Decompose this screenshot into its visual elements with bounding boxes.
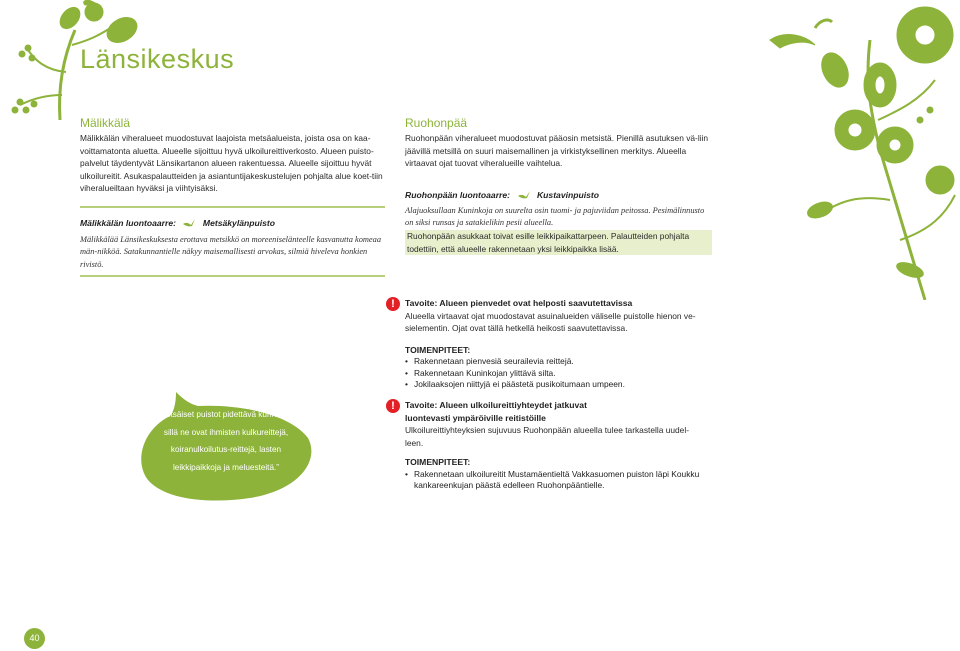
warning-icon: ! bbox=[386, 297, 400, 311]
ruohonpaa-section bbox=[405, 116, 710, 170]
goal-2 bbox=[405, 399, 689, 449]
divider bbox=[80, 275, 385, 277]
ruohonpaa-highlight-text: Ruohonpään asukkaat toivat esille leikkipaikattarpeen. Palautteiden pohjalta todettiin, että alueelle rakennetaan yksi leikkipaikka lisää. bbox=[407, 231, 690, 254]
goal-2-text: Ulkoilureittiyhteyksien sujuvuus Ruohonpään alueella tulee tarkastella uudel-leen. bbox=[405, 425, 689, 448]
goal-1-text: Alueella virtaavat ojat muodostavat asuinalueiden väliselle puistolle hienon ve-sielementin. Ojat ovat tällä hetkellä heikosti saavutettavissa. bbox=[405, 310, 696, 334]
bird-icon bbox=[183, 218, 195, 227]
ruohonpaa-heritage-name: Kustavinpuisto bbox=[536, 190, 600, 200]
goal-2-title: Tavoite: Alueen ulkoilureittiyhteydet jatkuvat luontevasti ympäröiville reitistöille bbox=[405, 400, 587, 423]
goal-2-actions-block bbox=[405, 456, 705, 491]
ruohonpaa-heritage-text: Alajuoksullaan Kuninkoja on suurelta osin tuomi- ja pajuviidan peitossa. Pesimälinnusto on siksi runsas ja satakielikin pesii alueella. bbox=[405, 206, 705, 228]
goal-1-actions bbox=[405, 356, 705, 390]
divider bbox=[80, 206, 385, 208]
list-item: • Rakennetaan Kuninkojan ylittävä silta. bbox=[405, 368, 705, 379]
flower-branch-illustration bbox=[760, 0, 960, 300]
malikkala-section bbox=[80, 116, 385, 195]
ruohonpaa-highlight-box bbox=[405, 230, 712, 255]
page-number: 40 bbox=[24, 628, 45, 649]
malikkala-heritage-label: Mälikkälän luontoaarre: bbox=[80, 218, 176, 228]
goal-2-actions-title: TOIMENPITEET: bbox=[405, 457, 471, 467]
quote-text: ”Metsäiset puistot pidettävä kunnossa, sillä ne ovat ihmisten kulkureittejä, koiranulkoilutus-reittejä, lasten leikkipaikkoja ja meluesteitä.” bbox=[156, 410, 296, 472]
goal-1-title: Tavoite: Alueen pienvedet ovat helposti saavutettavissa bbox=[405, 298, 633, 308]
malikkala-title: Mälikkälä bbox=[80, 116, 131, 130]
malikkala-text: Mälikkälän viheralueet muodostuvat laajoista metsäalueista, joista osa on kaa-voittamatonta aluetta. Alueelle sijoittuu hyvä ulkoilureittiverkosto. Alueen puisto-palvelut täydentyvät Länsikartanon alueen rakentuessa. Alueelle sijoittuu hyvät ulkoilureitit. Asukaspalautteiden ja asiantuntijakeskustelujen pohjalta alue koet-tiin viheralueiltaan hyväksi ja viihtyisäksi. bbox=[80, 133, 383, 194]
goal-1-actions-title: TOIMENPITEET: bbox=[405, 344, 471, 355]
ruohonpaa-title: Ruohonpää bbox=[405, 116, 468, 130]
warning-icon: ! bbox=[386, 399, 400, 413]
list-item: • Rakennetaan pienvesiä seurailevia reittejä. bbox=[405, 356, 705, 367]
ruohonpaa-text: Ruohonpään viheralueet muodostuvat pääosin metsistä. Pienillä asutuksen vä-liin jäävillä metsillä on suuri maisemallinen ja virkistyksellinen merkitys. Alueella virtaavat ojat tuovat viheralueille vaihtelua. bbox=[405, 133, 709, 169]
malikkala-heritage-box bbox=[80, 206, 385, 277]
malikkala-heritage-text: Mälikkälää Länsikeskuksesta erottava metsikkö on moreeniselänteelle kasvanutta komeaa män-nikköä. Satakunnantielle näkyy maisemallisesti arvokas, silmiä hiveleva honkien rivistö. bbox=[80, 235, 382, 269]
goal-2-actions bbox=[405, 469, 705, 492]
bird-icon bbox=[518, 190, 530, 199]
list-item: • Jokilaaksojen niittyjä ei päästetä pusikoitumaan umpeen. bbox=[405, 379, 705, 390]
ruohonpaa-heritage-label: Ruohonpään luontoaarre: bbox=[405, 190, 511, 200]
goal-1 bbox=[405, 297, 705, 391]
ruohonpaa-heritage-box bbox=[405, 185, 710, 230]
page-title: Länsikeskus bbox=[80, 44, 235, 74]
list-item: • Rakennetaan ulkoilureitit Mustamäentieltä Vakkasuomen puiston läpi Koukku kankareenkujan päästä edelleen Ruohonpääntielle. bbox=[405, 469, 705, 492]
malikkala-heritage-name: Metsäkylänpuisto bbox=[202, 218, 276, 228]
